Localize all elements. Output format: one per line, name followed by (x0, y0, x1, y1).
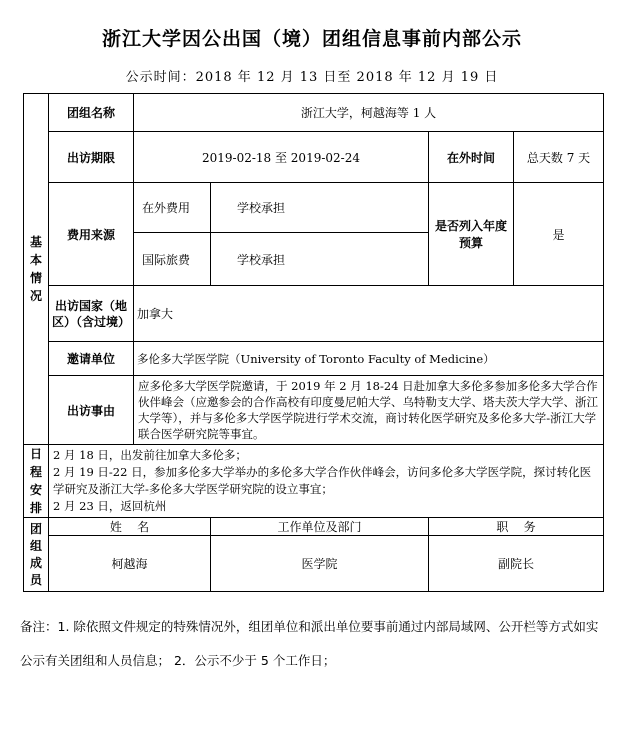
period-value: 2019-02-18 至 2019-02-24 (134, 132, 429, 183)
schedule-list (49, 445, 604, 518)
members-header-name: 姓 名 (49, 518, 211, 536)
funding-label: 费用来源 (49, 183, 134, 286)
schedule-item: 2 月 23 日，返回杭州 (53, 499, 167, 513)
schedule-section-label: 日 程 安 排 (24, 445, 49, 518)
travel-cost-value: 学校承担 (211, 233, 429, 286)
inviter-label: 邀请单位 (49, 342, 134, 376)
member-name: 柯越海 (49, 536, 211, 592)
table-row (24, 536, 604, 592)
group-name-label: 团组名称 (49, 94, 134, 132)
members-header-position: 职 务 (429, 518, 604, 536)
travel-cost-label: 国际旅费 (134, 233, 211, 286)
country-label: 出访国家（地区）（含过境） (49, 286, 134, 342)
schedule-item: 2 月 19 日-22 日，参加多伦多大学举办的多伦多大学合作伙伴峰会，访问多伦多大学医学院，探讨转化医学研究及浙江大学-多伦多大学医学研究院的设立事宜； (53, 465, 592, 496)
reason-value: 应多伦多大学医学院邀请，于 2019 年 2 月 18-24 日赴加拿大多伦多参加多伦多大学合作伙伴峰会（应邀参会的合作高校有印度曼尼帕大学、乌特勒支大学、塔夫茨大学大学、浙江大学等），并与多伦多大学医学院进行学术交流，商讨转化医学研究及多伦多大学-浙江大学联合医学研究院等事宜。 (134, 376, 604, 445)
member-unit: 医学院 (211, 536, 429, 592)
info-table (23, 93, 604, 592)
budget-value: 是 (514, 183, 604, 286)
inviter-value: 多伦多大学医学院（University of Toronto Faculty of Medicine） (134, 342, 604, 376)
budget-label: 是否列入年度预算 (429, 183, 514, 286)
country-value: 加拿大 (134, 286, 604, 342)
basic-section-label: 基 本 情 况 (24, 94, 49, 445)
abroad-time-label: 在外时间 (429, 132, 514, 183)
members-section-label: 团 组 成 员 (24, 518, 49, 592)
abroad-cost-value: 学校承担 (211, 183, 429, 233)
period-label: 出访期限 (49, 132, 134, 183)
publish-time: 公示时间：2018 年 12 月 13 日至 2018 年 12 月 19 日 (125, 70, 499, 85)
abroad-cost-label: 在外费用 (134, 183, 211, 233)
abroad-time-value: 总天数 7 天 (514, 132, 604, 183)
members-header-unit: 工作单位及部门 (211, 518, 429, 536)
reason-label: 出访事由 (49, 376, 134, 445)
schedule-item: 2 月 18 日，出发前往加拿大多伦多； (53, 448, 247, 462)
group-name-value: 浙江大学，柯越海等 1 人 (134, 94, 604, 132)
footnote: 备注：1. 除依照文件规定的特殊情况外，组团单位和派出单位要事前通过内部局域网、公开栏等方式如实公示有关团组和人员信息； 2．公示不少于 5 个工作日； (20, 619, 599, 668)
member-position: 副院长 (429, 536, 604, 592)
page-title: 浙江大学因公出国（境）团组信息事前内部公示 (101, 28, 522, 50)
